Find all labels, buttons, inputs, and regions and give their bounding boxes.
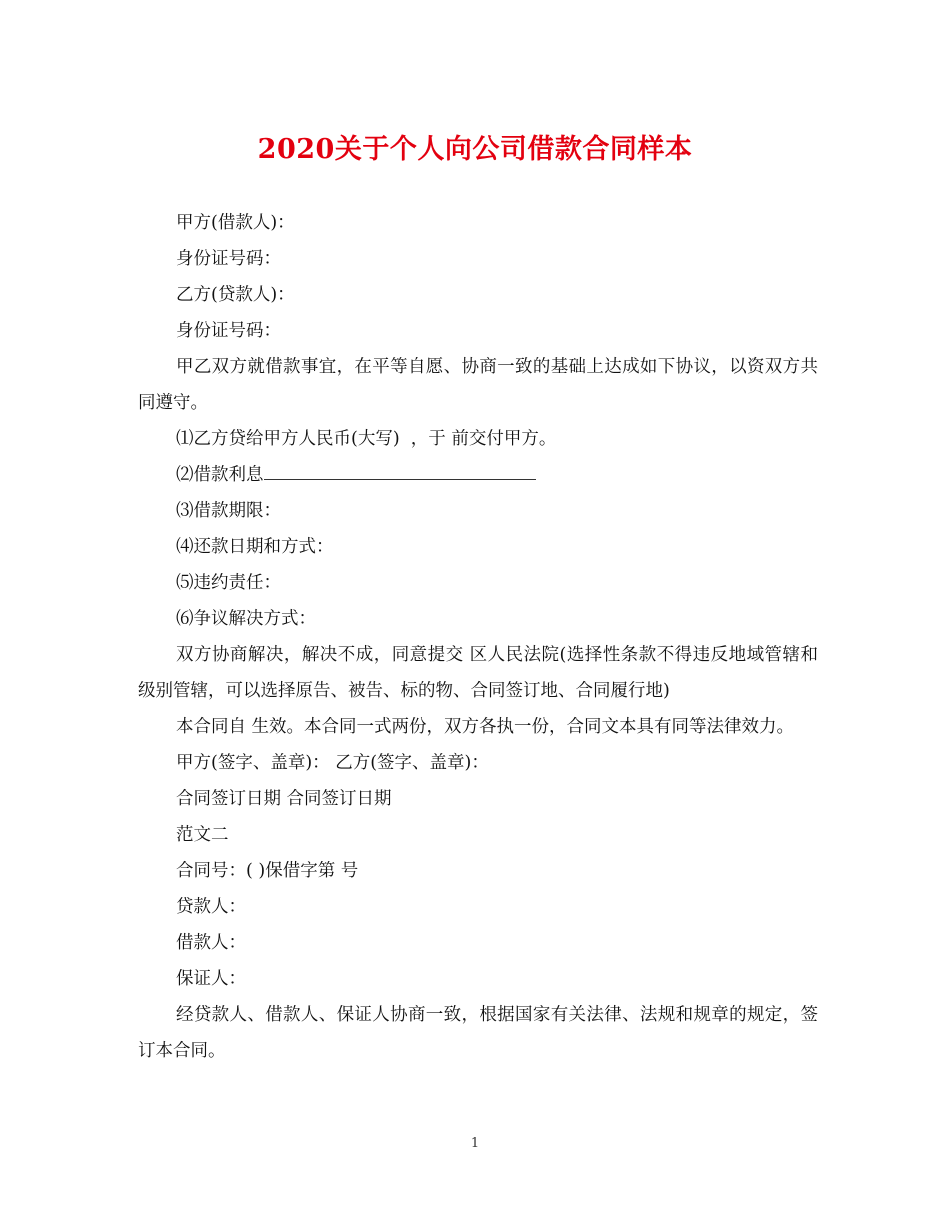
clause-3-term: ⑶借款期限： bbox=[176, 501, 281, 521]
guarantor-line: 保证人： bbox=[176, 969, 246, 989]
clause-4-repayment: ⑷还款日期和方式： bbox=[176, 537, 334, 557]
negotiation-paragraph: 经贷款人、借款人、保证人协商一致，根据国家有关法律、法规和规章的规定，签订本合同。 bbox=[138, 1005, 818, 1061]
interest-label: ⑵借款利息 bbox=[176, 465, 264, 485]
sample-two-heading: 范文二 bbox=[176, 825, 229, 845]
agreement-intro-paragraph: 甲乙双方就借款事宜，在平等自愿、协商一致的基础上达成如下协议，以资双方共同遵守。 bbox=[138, 357, 818, 413]
signature-line: 甲方(签字、盖章)： 乙方(签字、盖章)： bbox=[176, 753, 489, 773]
clause-1-loan-amount: ⑴乙方贷给甲方人民币(大写) ，于 前交付甲方。 bbox=[176, 429, 557, 449]
interest-blank-line bbox=[264, 461, 536, 480]
clause-5-liability: ⑸违约责任： bbox=[176, 573, 281, 593]
document-title: 2020关于个人向公司借款合同样本 bbox=[257, 134, 693, 165]
contract-number-line: 合同号：( )保借字第 号 bbox=[176, 861, 359, 881]
effectiveness-paragraph: 本合同自 生效。本合同一式两份，双方各执一份，合同文本具有同等法律效力。 bbox=[176, 717, 795, 737]
party-a-line: 甲方(借款人)： bbox=[176, 213, 295, 233]
clause-2-interest bbox=[138, 457, 818, 493]
party-b-line: 乙方(贷款人)： bbox=[176, 285, 295, 305]
party-a-id-line: 身份证号码： bbox=[176, 249, 281, 269]
clause-6-dispute: ⑹争议解决方式： bbox=[176, 609, 316, 629]
page-number: 1 bbox=[470, 1136, 480, 1151]
party-b-id-line: 身份证号码： bbox=[176, 321, 281, 341]
borrower-line: 借款人： bbox=[176, 933, 246, 953]
document-body bbox=[138, 205, 818, 1069]
signing-date-line: 合同签订日期 合同签订日期 bbox=[176, 789, 392, 809]
lender-line: 贷款人： bbox=[176, 897, 246, 917]
dispute-resolution-paragraph: 双方协商解决，解决不成，同意提交 区人民法院(选择性条款不得违反地域管辖和级别管辖，可以选择原告、被告、标的物、合同签订地、合同履行地) bbox=[138, 645, 818, 701]
